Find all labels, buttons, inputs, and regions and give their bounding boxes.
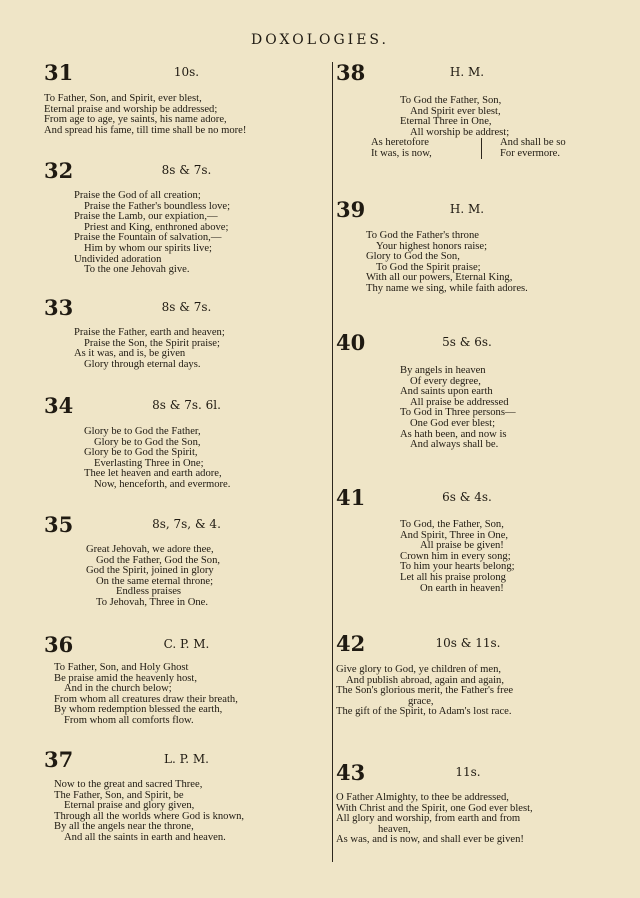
verse-line: Praise the God of all creation; <box>74 190 201 201</box>
split-verse <box>341 138 566 159</box>
verse-line: The Son's glorious merit, the Father's free <box>336 685 514 697</box>
verse-line: To Father, Son, and Spirit, ever blest, <box>44 93 202 104</box>
verse-line: The gift of the Spirit, to Adam's lost race. <box>336 706 512 718</box>
hymn-meter: L. P. M. <box>164 752 209 766</box>
hymn-number: 31 <box>44 60 74 85</box>
hymn-meter: 5s & 6s. <box>442 335 492 349</box>
verse-line: To God the Father's throne <box>366 230 479 241</box>
verse-line: To him your hearts belong; <box>400 561 515 573</box>
verse-line: Glory be to God the Spirit, <box>84 447 198 459</box>
verse-line: Give glory to God, ye children of men, <box>336 664 502 675</box>
verse-line: On the same eternal throne; <box>96 575 214 587</box>
verse-line: To God the Father, Son, <box>400 95 502 106</box>
verse-line: Endless praises <box>116 586 182 598</box>
hymn-number: 39 <box>336 197 366 222</box>
verse-line: With Christ and the Spirit, one God ever blest, <box>336 802 533 814</box>
hymn-number: 35 <box>44 512 74 537</box>
hymn-meter: H. M. <box>449 65 485 79</box>
hymn-number: 34 <box>44 393 74 418</box>
verse-line: Thy name we sing, while faith adores. <box>366 282 528 294</box>
verse-line: Praise the Father, earth and heaven; <box>74 327 225 338</box>
hymn-meter: C. P. M. <box>163 637 210 651</box>
verse-line: Great Jehovah, we adore thee, <box>86 544 214 555</box>
verse-line: To God, the Father, Son, <box>400 519 504 530</box>
hymn-meter: 8s & 7s. <box>161 163 212 177</box>
hymn-number: 33 <box>44 295 74 320</box>
hymn-number: 38 <box>336 60 366 85</box>
verse-line: Be praise amid the heavenly host, <box>54 672 197 684</box>
verse-line: And in the church below; <box>64 683 172 695</box>
verse-line: Eternal praise and worship be addressed; <box>44 103 218 115</box>
verse-line: And publish abroad, again and again, <box>346 674 504 686</box>
verse-line: God the Spirit, joined in glory <box>86 565 214 577</box>
split-right: For evermore. <box>500 147 561 159</box>
verse-line: Him by whom our spirits live; <box>84 242 213 254</box>
verse-line: heaven, <box>378 823 411 835</box>
verse-line: Your highest honors raise; <box>376 240 488 252</box>
hymn-meter: 10s & 11s. <box>435 636 501 650</box>
verse-line: As it was, and is, be given <box>74 348 186 360</box>
verse-line: God the Father, God the Son, <box>96 554 221 566</box>
verse-line: Priest and King, enthroned above; <box>84 221 229 233</box>
split-line <box>341 138 566 149</box>
verse-line: All praise be addressed <box>410 396 509 408</box>
hymn-meter: 8s & 7s. <box>161 300 212 314</box>
hymn-meter: 6s & 4s. <box>442 490 492 504</box>
verse-line: All glory and worship, from earth and from <box>336 813 521 825</box>
verse-line: Let all his praise prolong <box>400 571 506 583</box>
verse-line: To Father, Son, and Holy Ghost <box>54 662 189 673</box>
verse-line: Now to the great and sacred Three, <box>54 779 203 790</box>
verse-line: By whom redemption blessed the earth, <box>54 704 223 716</box>
hymn-number: 37 <box>44 747 74 772</box>
verse-line: And saints upon earth <box>400 386 493 398</box>
verse-line: O Father Almighty, to thee be addressed, <box>336 792 509 803</box>
verse-line: And always shall be. <box>410 439 499 451</box>
verse-line: As hath been, and now is <box>400 428 507 440</box>
verse-line: Eternal praise and glory given, <box>64 800 195 812</box>
split-line <box>341 149 566 160</box>
verse-line: To Jehovah, Three in One. <box>96 596 209 608</box>
verse-line: On earth in heaven! <box>420 582 504 594</box>
verse-line: As was, and is now, and shall ever be given! <box>336 834 524 846</box>
verse-line: The Father, Son, and Spirit, be <box>54 789 184 801</box>
verse-line: All praise be given! <box>420 540 504 552</box>
split-right: And shall be so <box>500 137 566 148</box>
split-left: As heretofore <box>371 137 429 148</box>
verse-line: Praise the Fountain of salvation,— <box>74 232 222 244</box>
verse-line: Praise the Lamb, our expiation,— <box>74 211 218 223</box>
hymn-meter: 11s. <box>455 765 481 779</box>
verse-line: Glory to God the Son, <box>366 251 460 263</box>
split-left: It was, is now, <box>371 147 432 159</box>
verse-line: Everlasting Three in One; <box>94 457 204 469</box>
verse-line: One God ever blest; <box>410 417 496 429</box>
verse-line: Praise the Son, the Spirit praise; <box>84 337 220 349</box>
hymn-number: 40 <box>336 330 366 355</box>
verse-line: By all the angels near the throne, <box>54 821 194 833</box>
verse-line: From age to age, ye saints, his name adore, <box>44 114 227 126</box>
verse-line: From whom all comforts flow. <box>64 714 194 726</box>
verse-line: Now, henceforth, and evermore. <box>94 478 231 490</box>
verse-line: From whom all creatures draw their breath, <box>54 693 238 705</box>
column-divider <box>332 62 333 862</box>
verse-line: By angels in heaven <box>400 365 486 376</box>
hymn-number: 42 <box>336 631 366 656</box>
verse-line: Thee let heaven and earth adore, <box>84 468 222 480</box>
verse-line: Of every degree, <box>410 375 481 387</box>
hymn-number: 43 <box>336 760 366 785</box>
hymn-meter: 8s, 7s, & 4. <box>152 517 221 531</box>
verse-line: Through all the worlds where God is known, <box>54 810 245 822</box>
verse-line: Glory be to God the Son, <box>94 436 201 448</box>
verse-line: Praise the Father's boundless love; <box>84 200 231 212</box>
verse-line: And Spirit, Three in One, <box>400 529 509 541</box>
verse-line: Glory through eternal days. <box>84 358 201 370</box>
hymn-number: 36 <box>44 632 74 657</box>
verse-line: Eternal Three in One, <box>400 116 492 128</box>
verse-line: And spread his fame, till time shall be no more! <box>44 124 247 136</box>
verse-line: grace, <box>408 695 434 707</box>
hymn-number: 32 <box>44 158 74 183</box>
verse-line: Crown him in every song; <box>400 550 511 562</box>
verse-line: To God in Three persons— <box>400 407 516 419</box>
verse-line: With all our powers, Eternal King, <box>366 272 513 284</box>
verse-line: Undivided adoration <box>74 253 162 265</box>
page-title: DOXOLOGIES. <box>251 32 389 48</box>
hymn-meter: H. M. <box>449 202 485 216</box>
verse-line: All worship be addrest; <box>410 126 510 138</box>
hymn-meter: 10s. <box>173 65 200 79</box>
verse-line: And all the saints in earth and heaven. <box>64 831 226 843</box>
verse-line: To the one Jehovah give. <box>84 264 190 276</box>
verse-line: Glory be to God the Father, <box>84 426 201 437</box>
hymn-meter: 8s & 7s. 6l. <box>152 398 221 412</box>
hymn-number: 41 <box>336 485 366 510</box>
verse-line: And Spirit ever blest, <box>410 105 501 117</box>
verse-line: To God the Spirit praise; <box>376 261 481 273</box>
